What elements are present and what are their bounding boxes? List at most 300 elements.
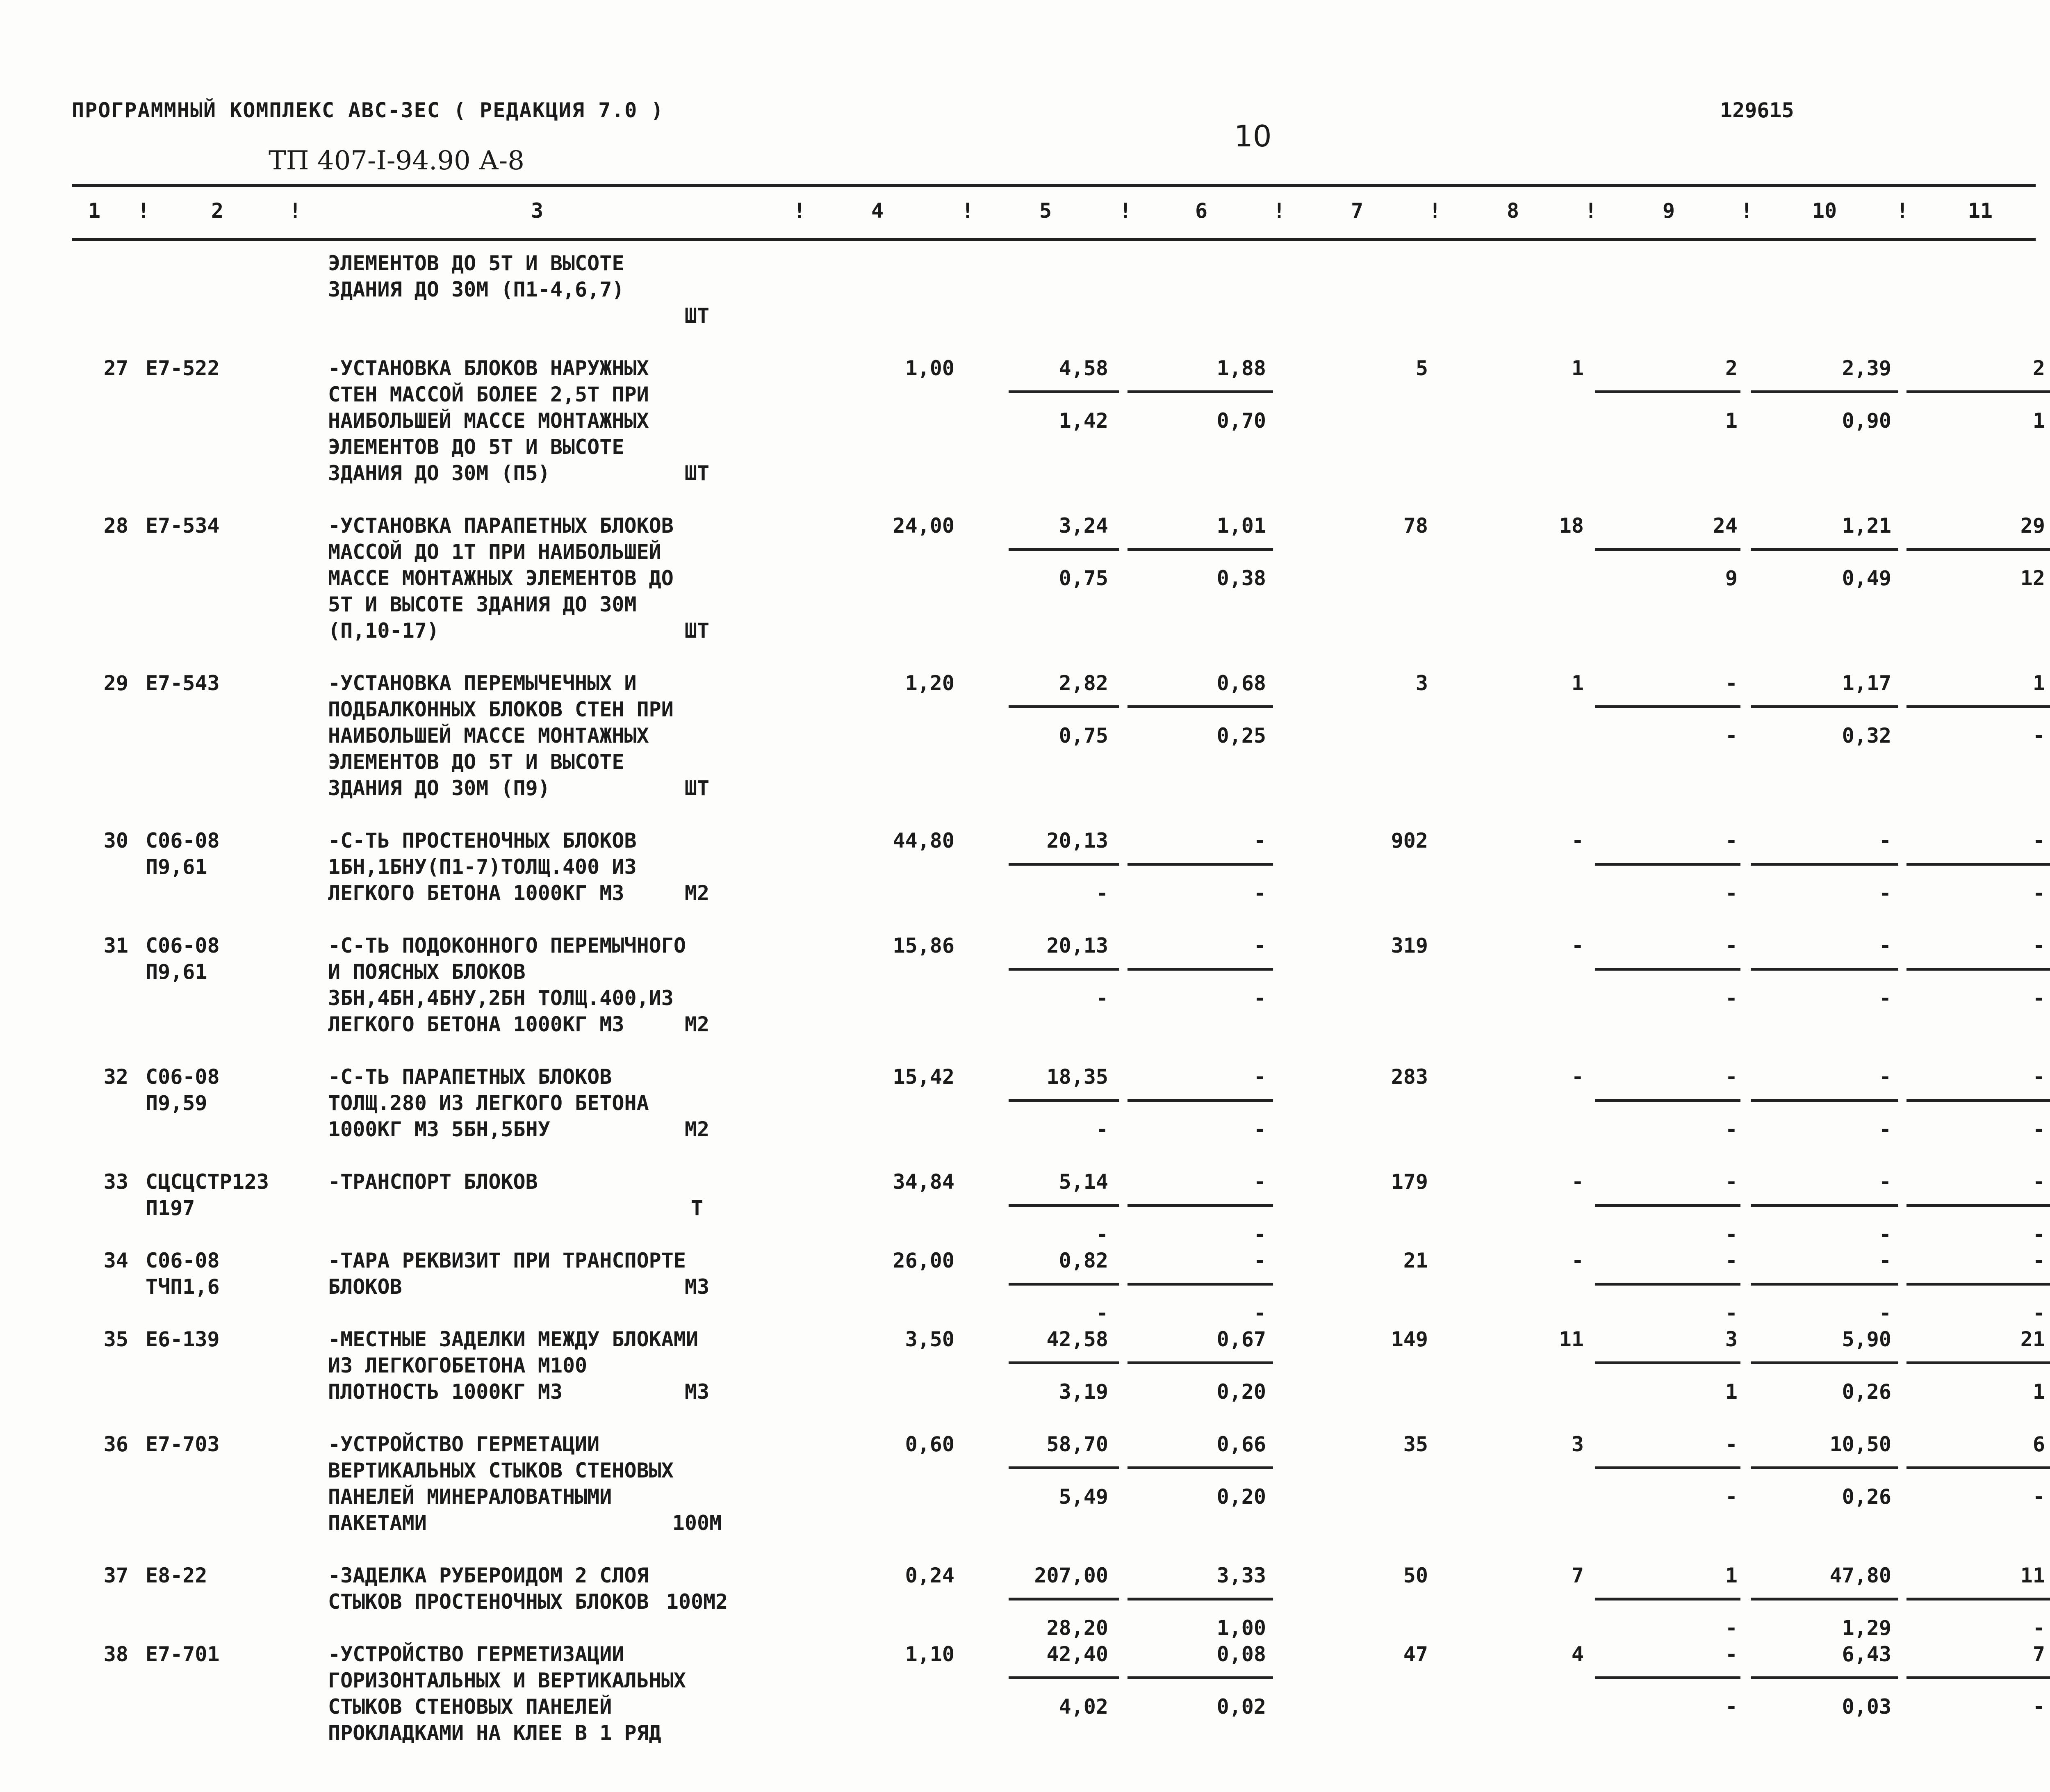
quantity-cell: 3,50 bbox=[905, 1327, 954, 1351]
labor-cell-lower: 0,26 bbox=[1842, 1380, 1891, 1404]
work-description-line: -С-ТЬ ПАРАПЕТНЫХ БЛОКОВ bbox=[328, 1065, 612, 1089]
unit-of-measure: Т bbox=[690, 1196, 704, 1220]
labor-cell: 1,21 bbox=[1842, 514, 1891, 538]
work-description-line: ЗДАНИЯ ДО 30М (П5) bbox=[328, 461, 550, 485]
unit-cost-cell-lower: - bbox=[1096, 986, 1108, 1010]
work-description bbox=[328, 1326, 698, 1405]
total-wage-cell: - bbox=[1571, 934, 1584, 958]
fraction-bar bbox=[1128, 1676, 1273, 1679]
total-cost-cell: 319 bbox=[1391, 934, 1428, 958]
column-header: 1 bbox=[88, 199, 101, 223]
unit-of-measure: М3 bbox=[684, 1275, 710, 1299]
labor-cell-lower: - bbox=[1879, 1117, 1891, 1141]
unit-cost-cell-lower: 0,75 bbox=[1059, 724, 1108, 748]
quantity-cell: 1,20 bbox=[905, 671, 954, 695]
labor-cell: 2,39 bbox=[1842, 356, 1891, 380]
wage-cell-lower: 0,20 bbox=[1216, 1485, 1266, 1509]
labor-cell: 47,80 bbox=[1829, 1564, 1891, 1587]
wage-cell: - bbox=[1253, 1170, 1266, 1194]
row-number: 29 bbox=[103, 671, 128, 695]
fraction-bar bbox=[1009, 390, 1119, 393]
work-description bbox=[328, 670, 674, 801]
work-description-line: 3БН,4БН,4БНУ,2БН ТОЛЩ.400,ИЗ bbox=[328, 986, 674, 1010]
wage-cell-lower: 0,20 bbox=[1216, 1380, 1266, 1404]
machine-cell: - bbox=[1725, 934, 1738, 958]
labor-cell-lower: - bbox=[1879, 986, 1891, 1010]
machine-cell-lower: - bbox=[1725, 1301, 1738, 1325]
fraction-bar bbox=[1009, 1676, 1119, 1679]
machine-cell-lower: - bbox=[1725, 1117, 1738, 1141]
work-description bbox=[328, 828, 637, 906]
quantity-cell: 1,10 bbox=[905, 1642, 954, 1666]
unit-cost-cell-lower: 5,49 bbox=[1059, 1485, 1108, 1509]
unit-cost-cell-lower: 0,75 bbox=[1059, 566, 1108, 590]
unit-cost-cell: 42,40 bbox=[1046, 1642, 1108, 1666]
work-description-line: ПАНЕЛЕЙ МИНЕРАЛОВАТНЫМИ bbox=[328, 1485, 612, 1509]
column-separator: ! bbox=[1428, 199, 1442, 223]
fraction-bar bbox=[1595, 1361, 1740, 1364]
fraction-bar bbox=[1595, 1598, 1740, 1600]
norm-code-line: Е6-139 bbox=[146, 1327, 220, 1351]
machine-cell-lower: 9 bbox=[1725, 566, 1738, 590]
labor-total-cell-lower: - bbox=[2032, 724, 2045, 748]
labor-cell-lower: - bbox=[1879, 1301, 1891, 1325]
work-description-line: ЭЛЕМЕНТОВ ДО 5Т И ВЫСОТЕ bbox=[328, 251, 624, 275]
quantity-cell: 1,00 bbox=[905, 356, 954, 380]
row-number: 30 bbox=[103, 829, 128, 853]
work-description bbox=[328, 1431, 674, 1536]
unit-of-measure: М2 bbox=[684, 1012, 710, 1036]
work-description-line: МАССОЙ ДО 1Т ПРИ НАИБОЛЬШЕЙ bbox=[328, 540, 661, 564]
norm-code-line: П9,61 bbox=[146, 855, 207, 879]
norm-code bbox=[146, 932, 220, 985]
unit-cost-cell-lower: 4,02 bbox=[1059, 1695, 1108, 1719]
labor-cell-lower: - bbox=[1879, 1222, 1891, 1246]
norm-code-line: П9,59 bbox=[146, 1091, 207, 1115]
fraction-bar bbox=[1595, 1099, 1740, 1102]
labor-cell-lower: 0,90 bbox=[1842, 409, 1891, 433]
fraction-bar bbox=[1906, 863, 2050, 866]
labor-total-cell-lower: - bbox=[2032, 1485, 2045, 1509]
fraction-bar bbox=[1595, 1204, 1740, 1207]
fraction-bar bbox=[1595, 548, 1740, 551]
work-description-line: ЗДАНИЯ ДО 30М (П1-4,6,7) bbox=[328, 278, 624, 301]
work-description-line: 5Т И ВЫСОТЕ ЗДАНИЯ ДО 30М bbox=[328, 593, 637, 616]
fraction-bar bbox=[1009, 1598, 1119, 1600]
norm-code bbox=[146, 828, 220, 880]
table-row bbox=[0, 250, 2050, 329]
unit-cost-cell-lower: 3,19 bbox=[1059, 1380, 1108, 1404]
total-wage-cell: 11 bbox=[1559, 1327, 1584, 1351]
work-description-line: -УСТРОЙСТВО ГЕРМЕТИЗАЦИИ bbox=[328, 1642, 624, 1666]
fraction-bar bbox=[1751, 1361, 1898, 1364]
work-description-line: ПЛОТНОСТЬ 1000КГ М3 bbox=[328, 1380, 563, 1404]
unit-of-measure: ШТ bbox=[684, 619, 710, 643]
labor-cell-lower: 0,49 bbox=[1842, 566, 1891, 590]
fraction-bar bbox=[1751, 390, 1898, 393]
column-separator: ! bbox=[1119, 199, 1132, 223]
table-row bbox=[0, 486, 2050, 644]
row-number: 36 bbox=[103, 1432, 128, 1456]
quantity-cell: 0,24 bbox=[905, 1564, 954, 1587]
fraction-bar bbox=[1128, 390, 1273, 393]
wage-cell-lower: 0,02 bbox=[1216, 1695, 1266, 1719]
wage-cell-lower: - bbox=[1253, 986, 1266, 1010]
wage-cell-lower: 0,25 bbox=[1216, 724, 1266, 748]
labor-total-cell: 6 bbox=[2032, 1432, 2045, 1456]
work-description-line: ГОРИЗОНТАЛЬНЫХ И ВЕРТИКАЛЬНЫХ bbox=[328, 1669, 686, 1692]
work-description-line: БЛОКОВ bbox=[328, 1275, 402, 1299]
norm-code-line: П9,61 bbox=[146, 960, 207, 984]
total-wage-cell: 3 bbox=[1571, 1432, 1584, 1456]
labor-total-cell-lower: - bbox=[2032, 986, 2045, 1010]
fraction-bar bbox=[1128, 1598, 1273, 1600]
total-wage-cell: 1 bbox=[1571, 671, 1584, 695]
total-cost-cell: 902 bbox=[1391, 829, 1428, 853]
machine-cell: - bbox=[1725, 1642, 1738, 1666]
labor-cell: 1,17 bbox=[1842, 671, 1891, 695]
total-wage-cell: 1 bbox=[1571, 356, 1584, 380]
quantity-cell: 44,80 bbox=[893, 829, 954, 853]
fraction-bar bbox=[1009, 1204, 1119, 1207]
norm-code-line: С06-08 bbox=[146, 934, 220, 958]
norm-code bbox=[146, 1247, 220, 1300]
machine-cell: - bbox=[1725, 1432, 1738, 1456]
table-row bbox=[0, 1142, 2050, 1246]
unit-of-measure: 100М2 bbox=[666, 1590, 728, 1614]
work-description-line: ЛЕГКОГО БЕТОНА 1000КГ М3 bbox=[328, 1012, 624, 1036]
work-description bbox=[328, 1169, 538, 1195]
fraction-bar bbox=[1128, 1361, 1273, 1364]
labor-total-cell-lower: - bbox=[2032, 1117, 2045, 1141]
fraction-bar bbox=[1595, 968, 1740, 971]
header-bottom-rule bbox=[72, 238, 2036, 241]
machine-cell-lower: - bbox=[1725, 986, 1738, 1010]
unit-of-measure: 100М bbox=[672, 1511, 722, 1535]
table-row bbox=[0, 644, 2050, 801]
table-row bbox=[0, 1300, 2050, 1405]
fraction-bar bbox=[1906, 1283, 2050, 1286]
machine-cell: - bbox=[1725, 671, 1738, 695]
quantity-cell: 0,60 bbox=[905, 1432, 954, 1456]
work-description bbox=[328, 1064, 649, 1142]
wage-cell: - bbox=[1253, 829, 1266, 853]
labor-total-cell: 11 bbox=[2020, 1564, 2045, 1587]
norm-code bbox=[146, 1562, 207, 1589]
column-header: 3 bbox=[531, 199, 544, 223]
labor-total-cell-lower: 1 bbox=[2032, 409, 2045, 433]
labor-total-cell: - bbox=[2032, 934, 2045, 958]
unit-cost-cell-lower: 1,42 bbox=[1059, 409, 1108, 433]
fraction-bar bbox=[1751, 1598, 1898, 1600]
labor-total-cell: 7 bbox=[2032, 1642, 2045, 1666]
norm-code bbox=[146, 670, 220, 696]
total-wage-cell: - bbox=[1571, 1170, 1584, 1194]
labor-total-cell-lower: - bbox=[2032, 1301, 2045, 1325]
work-description bbox=[328, 355, 649, 486]
row-number: 33 bbox=[103, 1170, 128, 1194]
fraction-bar bbox=[1751, 1466, 1898, 1469]
work-description-line: -ТРАНСПОРТ БЛОКОВ bbox=[328, 1170, 538, 1194]
norm-code bbox=[146, 355, 220, 381]
labor-total-cell: 1 bbox=[2032, 671, 2045, 695]
fraction-bar bbox=[1751, 1204, 1898, 1207]
unit-cost-cell: 3,24 bbox=[1059, 514, 1108, 538]
machine-cell: - bbox=[1725, 1170, 1738, 1194]
fraction-bar bbox=[1128, 1466, 1273, 1469]
fraction-bar bbox=[1009, 1466, 1119, 1469]
work-description-line: ПОДБАЛКОННЫХ БЛОКОВ СТЕН ПРИ bbox=[328, 698, 674, 721]
quantity-cell: 15,86 bbox=[893, 934, 954, 958]
row-number: 27 bbox=[103, 356, 128, 380]
unit-cost-cell: 2,82 bbox=[1059, 671, 1108, 695]
machine-cell: 3 bbox=[1725, 1327, 1738, 1351]
fraction-bar bbox=[1906, 1598, 2050, 1600]
document-code: ТП 407-I-94.90 А-8 bbox=[269, 146, 524, 176]
row-number: 38 bbox=[103, 1642, 128, 1666]
norm-code-line: С06-08 bbox=[146, 1249, 220, 1272]
labor-cell-lower: 0,03 bbox=[1842, 1695, 1891, 1719]
wage-cell: 1,01 bbox=[1216, 514, 1266, 538]
fraction-bar bbox=[1751, 548, 1898, 551]
unit-cost-cell: 20,13 bbox=[1046, 829, 1108, 853]
fraction-bar bbox=[1128, 548, 1273, 551]
fraction-bar bbox=[1595, 1676, 1740, 1679]
fraction-bar bbox=[1906, 1466, 2050, 1469]
wage-cell-lower: 0,70 bbox=[1216, 409, 1266, 433]
total-wage-cell: 18 bbox=[1559, 514, 1584, 538]
norm-code-line: ТЧП1,6 bbox=[146, 1275, 220, 1299]
work-description-line: СТЕН МАССОЙ БОЛЕЕ 2,5Т ПРИ bbox=[328, 383, 649, 406]
total-cost-cell: 149 bbox=[1391, 1327, 1428, 1351]
fraction-bar bbox=[1595, 390, 1740, 393]
quantity-cell: 26,00 bbox=[893, 1249, 954, 1272]
row-number: 34 bbox=[103, 1249, 128, 1272]
total-cost-cell: 47 bbox=[1403, 1642, 1428, 1666]
fraction-bar bbox=[1009, 705, 1119, 708]
column-header: 6 bbox=[1195, 199, 1208, 223]
machine-cell: 1 bbox=[1725, 1564, 1738, 1587]
fraction-bar bbox=[1906, 1361, 2050, 1364]
machine-cell: - bbox=[1725, 1249, 1738, 1272]
work-description-line: -С-ТЬ ПОДОКОННОГО ПЕРЕМЫЧНОГО bbox=[328, 934, 686, 958]
column-header: 2 bbox=[211, 199, 224, 223]
wage-cell: 0,08 bbox=[1216, 1642, 1266, 1666]
table-row bbox=[0, 1536, 2050, 1640]
fraction-bar bbox=[1128, 1204, 1273, 1207]
fraction-bar bbox=[1751, 1283, 1898, 1286]
fraction-bar bbox=[1009, 968, 1119, 971]
table-row bbox=[0, 906, 2050, 1037]
machine-cell-lower: - bbox=[1725, 1222, 1738, 1246]
fraction-bar bbox=[1595, 1466, 1740, 1469]
column-separator: ! bbox=[137, 199, 150, 223]
work-description-line: -УСТАНОВКА ПЕРЕМЫЧЕЧНЫХ И bbox=[328, 671, 637, 695]
norm-code bbox=[146, 1431, 220, 1457]
work-description-line: МАССЕ МОНТАЖНЫХ ЭЛЕМЕНТОВ ДО bbox=[328, 566, 674, 590]
table-row bbox=[0, 1405, 2050, 1536]
unit-cost-cell-lower: 28,20 bbox=[1046, 1616, 1108, 1640]
labor-cell-lower: 0,26 bbox=[1842, 1485, 1891, 1509]
machine-cell-lower: - bbox=[1725, 1485, 1738, 1509]
unit-cost-cell-lower: - bbox=[1096, 1117, 1108, 1141]
fraction-bar bbox=[1906, 1676, 2050, 1679]
labor-total-cell: 2 bbox=[2032, 356, 2045, 380]
wage-cell: 0,66 bbox=[1216, 1432, 1266, 1456]
labor-total-cell: 21 bbox=[2020, 1327, 2045, 1351]
work-description-line: ЭЛЕМЕНТОВ ДО 5Т И ВЫСОТЕ bbox=[328, 750, 624, 774]
work-description bbox=[328, 1562, 649, 1615]
column-separator: ! bbox=[1740, 199, 1753, 223]
total-cost-cell: 21 bbox=[1403, 1249, 1428, 1272]
machine-cell-lower: - bbox=[1725, 1616, 1738, 1640]
machine-cell-lower: - bbox=[1725, 1695, 1738, 1719]
norm-code-line: Е7-703 bbox=[146, 1432, 220, 1456]
page-number: 10 bbox=[1234, 119, 1272, 153]
machine-cell-lower: - bbox=[1725, 881, 1738, 905]
column-header: 7 bbox=[1351, 199, 1364, 223]
row-number: 37 bbox=[103, 1564, 128, 1587]
wage-cell-lower: - bbox=[1253, 881, 1266, 905]
fraction-bar bbox=[1128, 1283, 1273, 1286]
column-header-row bbox=[0, 199, 2050, 228]
work-description-line: И ПОЯСНЫХ БЛОКОВ bbox=[328, 960, 526, 984]
work-description-line: СТЫКОВ СТЕНОВЫХ ПАНЕЛЕЙ bbox=[328, 1695, 612, 1719]
fraction-bar bbox=[1906, 1099, 2050, 1102]
quantity-cell: 15,42 bbox=[893, 1065, 954, 1089]
unit-of-measure: М3 bbox=[684, 1380, 710, 1404]
labor-cell-lower: - bbox=[1879, 881, 1891, 905]
unit-cost-cell: 20,13 bbox=[1046, 934, 1108, 958]
wage-cell: 3,33 bbox=[1216, 1564, 1266, 1587]
work-description-line: -ЗАДЕЛКА РУБЕРОИДОМ 2 СЛОЯ bbox=[328, 1564, 649, 1587]
total-cost-cell: 3 bbox=[1415, 671, 1428, 695]
labor-total-cell-lower: 12 bbox=[2020, 566, 2045, 590]
work-description-line: -УСТАНОВКА ПАРАПЕТНЫХ БЛОКОВ bbox=[328, 514, 674, 538]
column-header: 11 bbox=[1968, 199, 1993, 223]
work-description bbox=[328, 513, 674, 644]
machine-cell: 2 bbox=[1725, 356, 1738, 380]
labor-total-cell: 29 bbox=[2020, 514, 2045, 538]
wage-cell-lower: - bbox=[1253, 1222, 1266, 1246]
work-description-line: 1БН,1БНУ(П1-7)ТОЛЩ.400 ИЗ bbox=[328, 855, 637, 879]
fraction-bar bbox=[1128, 1099, 1273, 1102]
wage-cell-lower: 0,38 bbox=[1216, 566, 1266, 590]
fraction-bar bbox=[1128, 968, 1273, 971]
work-description bbox=[328, 1641, 686, 1746]
total-cost-cell: 50 bbox=[1403, 1564, 1428, 1587]
wage-cell: 0,68 bbox=[1216, 671, 1266, 695]
unit-cost-cell: 207,00 bbox=[1034, 1564, 1108, 1587]
work-description-line: 1000КГ М3 5БН,5БНУ bbox=[328, 1117, 550, 1141]
wage-cell-lower: 1,00 bbox=[1216, 1616, 1266, 1640]
wage-cell: 0,67 bbox=[1216, 1327, 1266, 1351]
row-number: 35 bbox=[103, 1327, 128, 1351]
fraction-bar bbox=[1906, 548, 2050, 551]
unit-of-measure: ШТ bbox=[684, 776, 710, 800]
norm-code bbox=[146, 1641, 220, 1667]
unit-of-measure: М2 bbox=[684, 881, 710, 905]
row-number: 32 bbox=[103, 1065, 128, 1089]
labor-cell: - bbox=[1879, 1249, 1891, 1272]
unit-cost-cell: 0,82 bbox=[1059, 1249, 1108, 1272]
labor-total-cell: - bbox=[2032, 829, 2045, 853]
machine-cell-lower: - bbox=[1725, 724, 1738, 748]
fraction-bar bbox=[1009, 863, 1119, 866]
work-description-line: -УСТРОЙСТВО ГЕРМЕТАЦИИ bbox=[328, 1432, 600, 1456]
fraction-bar bbox=[1751, 968, 1898, 971]
labor-total-cell-lower: - bbox=[2032, 881, 2045, 905]
column-separator: ! bbox=[961, 199, 974, 223]
fraction-bar bbox=[1906, 390, 2050, 393]
fraction-bar bbox=[1595, 1283, 1740, 1286]
labor-cell: 6,43 bbox=[1842, 1642, 1891, 1666]
table-row bbox=[0, 801, 2050, 906]
labor-cell-lower: 1,29 bbox=[1842, 1616, 1891, 1640]
column-separator: ! bbox=[289, 199, 302, 223]
machine-cell: - bbox=[1725, 1065, 1738, 1089]
fraction-bar bbox=[1906, 1204, 2050, 1207]
unit-of-measure: ШТ bbox=[684, 304, 710, 328]
fraction-bar bbox=[1009, 1099, 1119, 1102]
fraction-bar bbox=[1751, 1676, 1898, 1679]
column-header: 5 bbox=[1039, 199, 1052, 223]
work-description-line: -УСТАНОВКА БЛОКОВ НАРУЖНЫХ bbox=[328, 356, 649, 380]
table-row bbox=[0, 1037, 2050, 1142]
machine-cell: 24 bbox=[1713, 514, 1738, 538]
page-header-left: ПРОГРАММНЫЙ КОМПЛЕКС АВС-ЗЕС ( РЕДАКЦИЯ 7.0 ) bbox=[72, 98, 664, 122]
norm-code-line: С06-08 bbox=[146, 1065, 220, 1089]
wage-cell: - bbox=[1253, 934, 1266, 958]
total-wage-cell: - bbox=[1571, 829, 1584, 853]
work-description-line: -С-ТЬ ПРОСТЕНОЧНЫХ БЛОКОВ bbox=[328, 829, 637, 853]
labor-cell: - bbox=[1879, 829, 1891, 853]
unit-cost-cell: 42,58 bbox=[1046, 1327, 1108, 1351]
unit-cost-cell: 18,35 bbox=[1046, 1065, 1108, 1089]
fraction-bar bbox=[1128, 705, 1273, 708]
labor-cell: 10,50 bbox=[1829, 1432, 1891, 1456]
norm-code-line: СЦСЦСТР123 bbox=[146, 1170, 269, 1194]
fraction-bar bbox=[1009, 1361, 1119, 1364]
work-description-line: ЭЛЕМЕНТОВ ДО 5Т И ВЫСОТЕ bbox=[328, 435, 624, 459]
unit-cost-cell: 58,70 bbox=[1046, 1432, 1108, 1456]
column-header: 8 bbox=[1506, 199, 1519, 223]
work-description-line: ТОЛЩ.280 ИЗ ЛЕГКОГО БЕТОНА bbox=[328, 1091, 649, 1115]
work-description-line: -ТАРА РЕКВИЗИТ ПРИ ТРАНСПОРТЕ bbox=[328, 1249, 686, 1272]
work-description-line: НАИБОЛЬШЕЙ МАССЕ МОНТАЖНЫХ bbox=[328, 724, 649, 748]
table-row bbox=[0, 1615, 2050, 1746]
wage-cell: 1,88 bbox=[1216, 356, 1266, 380]
unit-cost-cell: 5,14 bbox=[1059, 1170, 1108, 1194]
labor-total-cell-lower: - bbox=[2032, 1616, 2045, 1640]
unit-cost-cell-lower: - bbox=[1096, 1301, 1108, 1325]
quantity-cell: 34,84 bbox=[893, 1170, 954, 1194]
top-rule bbox=[72, 184, 2036, 187]
fraction-bar bbox=[1009, 1283, 1119, 1286]
wage-cell: - bbox=[1253, 1065, 1266, 1089]
fraction-bar bbox=[1009, 548, 1119, 551]
norm-code bbox=[146, 1064, 220, 1116]
wage-cell-lower: - bbox=[1253, 1117, 1266, 1141]
table-row bbox=[0, 329, 2050, 486]
labor-total-cell-lower: - bbox=[2032, 1695, 2045, 1719]
column-separator: ! bbox=[1273, 199, 1286, 223]
work-description-line: ВЕРТИКАЛЬНЫХ СТЫКОВ СТЕНОВЫХ bbox=[328, 1459, 674, 1482]
work-description bbox=[328, 1247, 686, 1300]
labor-cell: - bbox=[1879, 1065, 1891, 1089]
total-cost-cell: 35 bbox=[1403, 1432, 1428, 1456]
labor-cell: - bbox=[1879, 934, 1891, 958]
